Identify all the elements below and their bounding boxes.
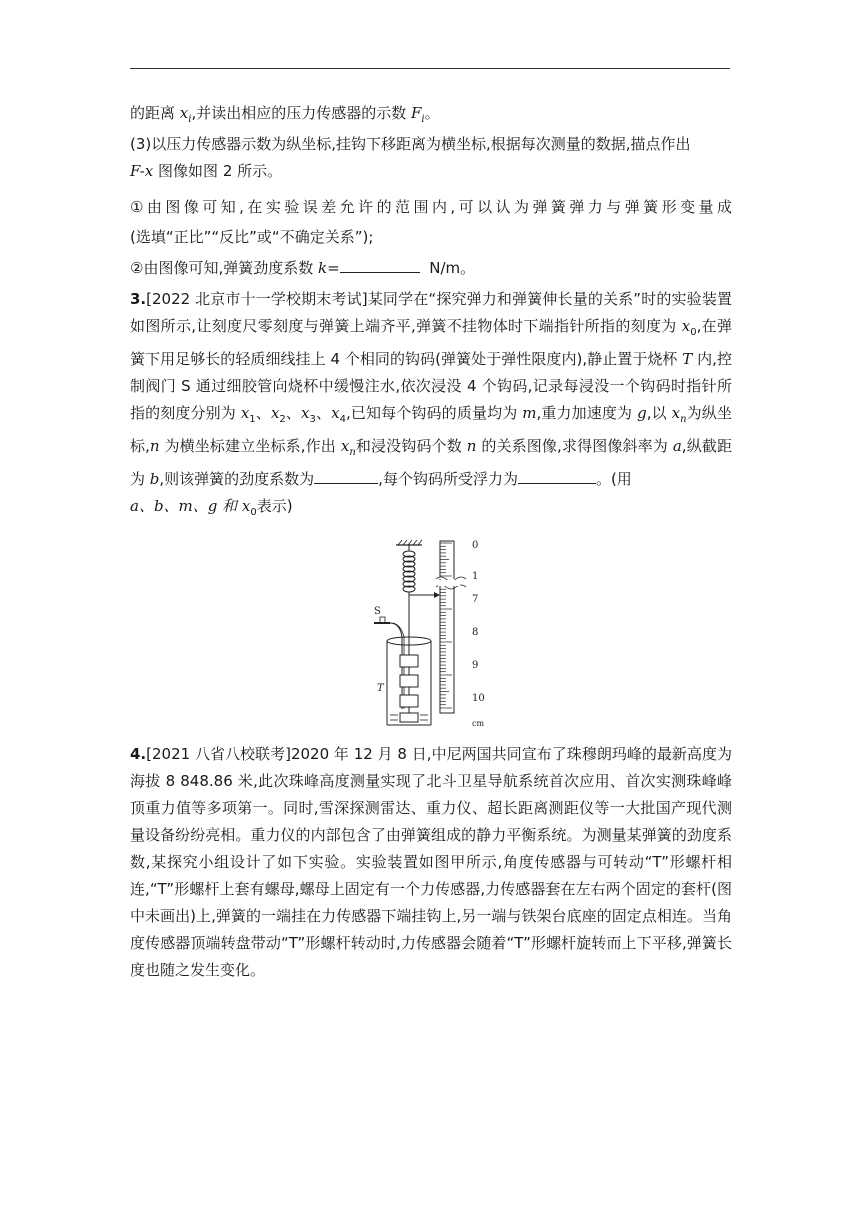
text: ,已知每个钩码的质量均为 — [346, 404, 523, 422]
text: 的关系图像,求得图像斜率为 — [476, 437, 673, 455]
text: 某同学在“探究弹力和弹簧伸长量的关系”时的实验装置如图所示,让刻度尺零刻度与弹簧上端齐平,弹簧不挂物体时下端指针所指的刻度为 — [130, 290, 732, 335]
question-number: 3. — [130, 290, 147, 308]
scale-label: 8 — [472, 627, 479, 638]
var-m: m — [522, 404, 537, 422]
text: 为纵坐标, — [130, 404, 732, 455]
var-x: x — [681, 317, 691, 335]
sub-0: 0 — [250, 507, 257, 518]
sub-1: 1 — [249, 414, 256, 425]
var-x: x — [179, 104, 189, 122]
text: 。(用 — [595, 470, 632, 488]
text: 。 — [424, 104, 440, 122]
text: (选填“正比”“反比”或“不确定关系”); — [130, 228, 374, 246]
text: ,每个钩码所受浮力为 — [378, 470, 518, 488]
sub-2: 2 — [279, 414, 286, 425]
var-T: T — [682, 350, 693, 368]
text: ,重力加速度为 — [536, 404, 638, 422]
sub-n: n — [680, 414, 687, 425]
answer-blank[interactable] — [340, 258, 420, 273]
paragraph-3 — [130, 194, 732, 221]
paragraph-2 — [130, 131, 732, 185]
unit-label: cm — [472, 719, 485, 728]
answer-blank[interactable] — [518, 469, 596, 484]
var-g: g — [637, 404, 647, 422]
text: N/m。 — [429, 259, 476, 277]
apparatus-figure — [360, 537, 510, 733]
sub-0: 0 — [690, 327, 697, 338]
paragraph-3b — [130, 224, 732, 251]
text: (3)以压力传感器示数为纵坐标,挂钩下移距离为横坐标,根据每次测量的数据,描点作出 — [130, 135, 691, 153]
scale-label: 10 — [472, 693, 485, 704]
sub-3: 3 — [309, 414, 316, 425]
text: 内,控制阀门 S 通过细胶管向烧杯中缓慢注水,依次浸没 4 个钩码,记录每浸没一个钩码时指针所指的刻度分别为 — [130, 350, 732, 422]
var-a: a — [672, 437, 682, 455]
paragraph-4 — [130, 255, 732, 282]
apparatus-diagram — [360, 537, 510, 733]
question-4 — [130, 741, 732, 984]
var-k: k= — [318, 259, 340, 277]
sub-4: 4 — [339, 414, 346, 425]
scale-label: 9 — [472, 660, 479, 671]
var-x: x — [671, 404, 681, 422]
ruler — [440, 541, 454, 713]
text: 表示) — [256, 497, 293, 515]
sub-i: i — [421, 114, 425, 125]
sub-i: i — [188, 114, 192, 125]
var-list: a、b、m、g 和 — [130, 497, 242, 515]
var-F: F — [411, 104, 422, 122]
question-3 — [130, 286, 732, 526]
var-x: x — [340, 437, 350, 455]
ceiling-hatch — [398, 540, 422, 545]
separator: 、 — [285, 404, 302, 422]
var-x: x — [331, 404, 340, 422]
var-x: x — [241, 497, 251, 515]
var-x: x — [240, 404, 250, 422]
label-t: T — [377, 683, 384, 694]
scale-label: 1 — [472, 571, 479, 582]
var-x: x — [270, 404, 280, 422]
var-x: x — [301, 404, 310, 422]
var-n: n — [149, 437, 160, 455]
question-source: [2021 八省八校联考] — [146, 745, 291, 763]
var-n: n — [466, 437, 477, 455]
header-rule — [130, 68, 730, 69]
pointer-arrow — [434, 592, 440, 598]
text: ②由图像可知,弹簧劲度系数 — [130, 259, 318, 277]
question-number: 4. — [130, 745, 147, 763]
var-Fx: F-x — [130, 162, 154, 180]
text: ,则该弹簧的劲度系数为 — [159, 470, 315, 488]
text: ①由图像可知,在实验误差允许的范围内,可以认为弹簧弹力与弹簧形变量成 — [130, 198, 732, 216]
answer-blank[interactable] — [314, 469, 378, 484]
separator: 、 — [315, 404, 332, 422]
text: 图像如图 2 所示。 — [158, 162, 283, 180]
question-text: 2020 年 12 月 8 日,中尼两国共同宣布了珠穆朗玛峰的最新高度为海拔 8 848.86 米,此次珠峰高度测量实现了北斗卫星导航系统首次应用、首次实测珠峰峰顶重力值等多项第一。同时,雪深探测雷达、重力仪、超长距离测距仪等一大批国产现代测量设备纷纷亮相。重力仪的内部包含了由弹簧组成的静力平衡系统。为测量某弹簧的劲度系数,某探究小组设计了如下实验。实验装置如图甲所示,角度传感器与可转动“T”形螺杆相连,“T”形螺杆上套有螺母,螺母上固定有一个力传感器,力传感器套在左右两个固定的套杆(图中未画出)上,弹簧的一端挂在力传感器下端挂钩上,另一端与铁架台底座的固定点相连。当角度传感器顶端转盘带动“T”形螺杆转动时,力传感器会随着“T”形螺杆旋转而上下平移,弹簧长度也随之发生变化。 — [130, 745, 732, 979]
scale-label: 7 — [472, 594, 479, 605]
text: 和浸没钩码个数 — [355, 437, 467, 455]
text: ,纵截距为 — [130, 437, 732, 488]
text: 为横坐标建立坐标系,作出 — [159, 437, 341, 455]
text: 的距离 — [130, 104, 180, 122]
sub-n: n — [349, 447, 356, 458]
separator: 、 — [255, 404, 271, 422]
text: ,并读出相应的压力传感器的示数 — [191, 104, 411, 122]
var-b: b — [149, 470, 160, 488]
label-s: S — [374, 606, 381, 617]
text: ,在弹簧下用足够长的轻质细线挂上 4 个相同的钩码(弹簧处于弹性限度内),静止置于烧杯 — [130, 317, 732, 368]
paragraph-1 — [130, 100, 732, 133]
text: ,以 — [646, 404, 672, 422]
question-source: [2022 北京市十一学校期末考试] — [146, 290, 368, 308]
scale-label: 0 — [472, 540, 479, 551]
ruler-gap — [438, 580, 460, 586]
